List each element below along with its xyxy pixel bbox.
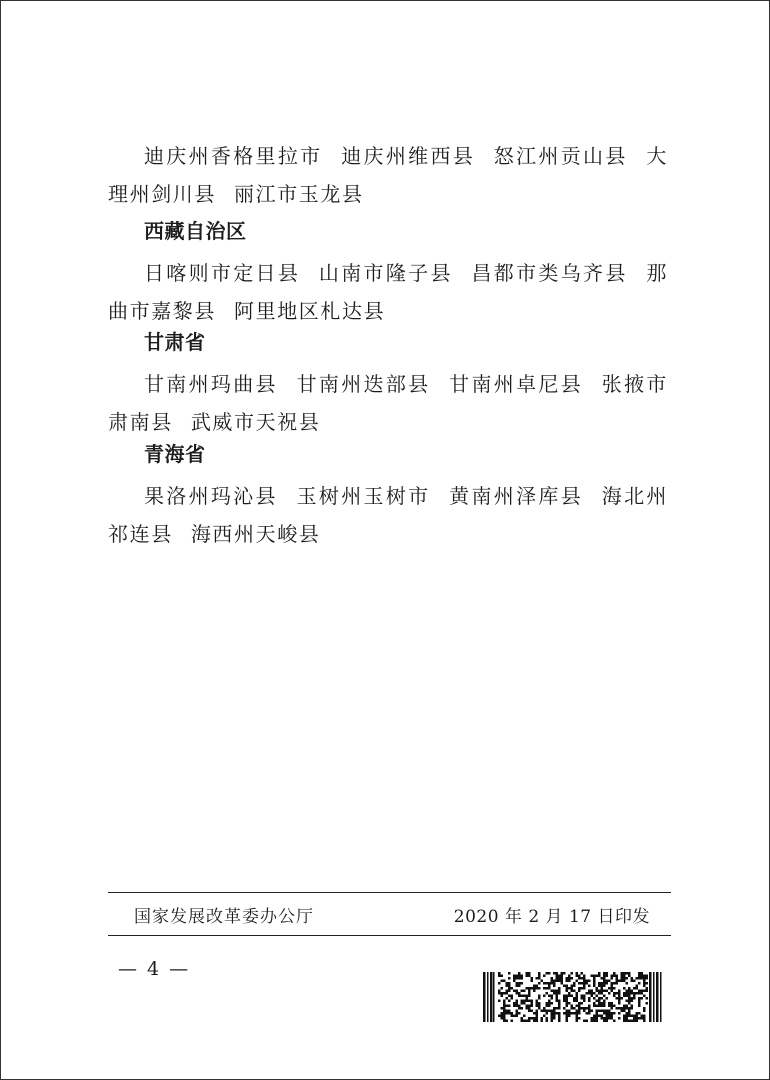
county-item: 迪庆州维西县 (340, 144, 476, 168)
footer-top-rule (108, 892, 671, 893)
county-item: 张掖市肃南县 (108, 372, 668, 434)
county-item: 怒江州贡山县 (493, 144, 628, 168)
yunnan-county-list (108, 137, 668, 213)
barcode-image (483, 972, 663, 1022)
county-item: 山南市隆子县 (318, 261, 453, 285)
qinghai-section (108, 437, 668, 553)
county-item: 甘南州迭部县 (295, 372, 431, 396)
county-item: 海北州祁连县 (108, 484, 668, 546)
county-item: 果洛州玛沁县 (144, 484, 278, 508)
county-item: 那曲市嘉黎县 (108, 261, 668, 323)
section-heading-tibet: 西藏自治区 (144, 219, 247, 243)
county-item: 丽江市玉龙县 (234, 182, 364, 206)
county-item: 武威市天祝县 (190, 410, 321, 434)
county-item: 海西州天峻县 (190, 522, 321, 546)
county-item: 黄南州泽库县 (448, 484, 584, 508)
tibet-section (108, 214, 668, 330)
county-item: 甘南州卓尼县 (448, 372, 584, 396)
county-item: 迪庆州香格里拉市 (144, 144, 323, 168)
section-heading-gansu: 甘肃省 (144, 330, 206, 354)
document-body (108, 137, 668, 213)
footer-bottom-rule (108, 935, 671, 936)
tibet-county-list (108, 254, 668, 330)
county-item: 日喀则市定日县 (144, 261, 301, 285)
issue-date: 2020 年 2 月 17 日印发 (453, 907, 650, 927)
section-heading-qinghai: 青海省 (144, 442, 206, 466)
qinghai-county-list (108, 477, 668, 553)
county-item: 甘南州玛曲县 (144, 372, 278, 396)
county-item: 玉树州玉树市 (295, 484, 431, 508)
page-number: — 4 — (118, 958, 191, 980)
county-item: 昌都市类乌齐县 (470, 261, 628, 285)
gansu-section (108, 325, 668, 441)
county-item: 大理州剑川县 (108, 144, 668, 206)
issuer-name: 国家发展改革委办公厅 (134, 907, 314, 927)
gansu-county-list (108, 365, 668, 441)
county-item: 阿里地区札达县 (234, 299, 386, 323)
